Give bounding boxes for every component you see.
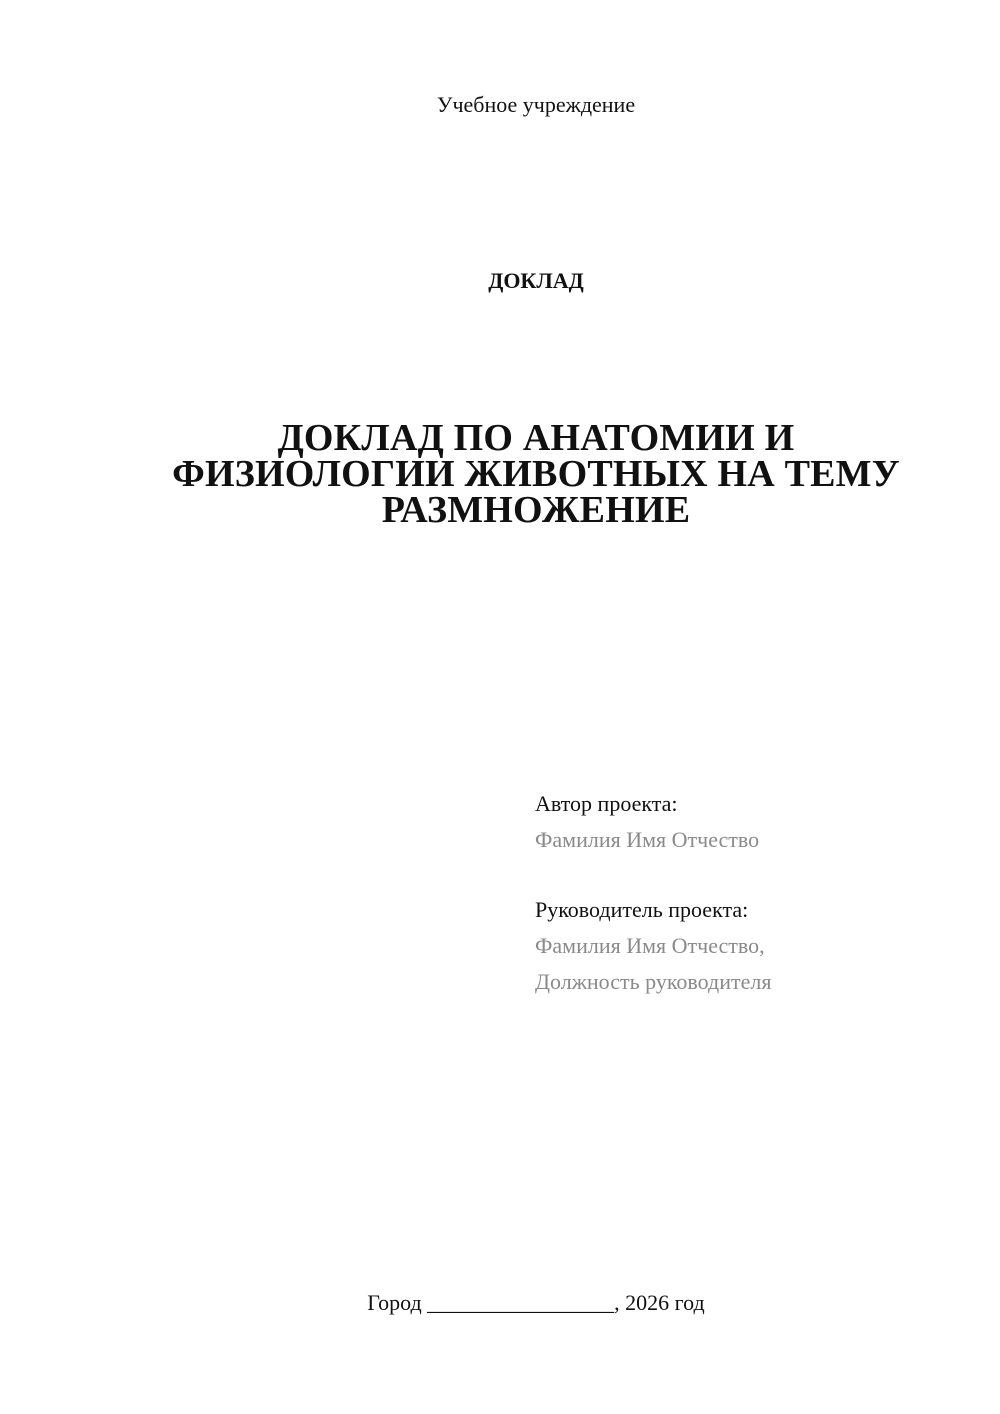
author-name: Фамилия Имя Отчество — [535, 827, 760, 852]
title-line: РАЗМНОЖЕНИЕ — [381, 489, 691, 531]
document-type: ДОКЛАД — [488, 268, 584, 293]
document-title — [100, 417, 972, 531]
supervisor-position: Должность руководителя — [535, 969, 772, 994]
credits-spacer — [535, 858, 975, 892]
author-label: Автор проекта: — [535, 791, 678, 816]
supervisor-label: Руководитель проекта: — [535, 897, 749, 922]
title-line: ФИЗИОЛОГИИ ЖИВОТНЫХ НА ТЕМУ — [172, 453, 900, 495]
title-line: ДОКЛАД ПО АНАТОМИИ И — [277, 417, 795, 459]
credits-block — [535, 786, 975, 1000]
city-year-footer: Город _________________, 2026 год — [367, 1290, 705, 1315]
supervisor-name: Фамилия Имя Отчество, — [535, 933, 765, 958]
institution-name: Учебное учреждение — [436, 92, 636, 117]
